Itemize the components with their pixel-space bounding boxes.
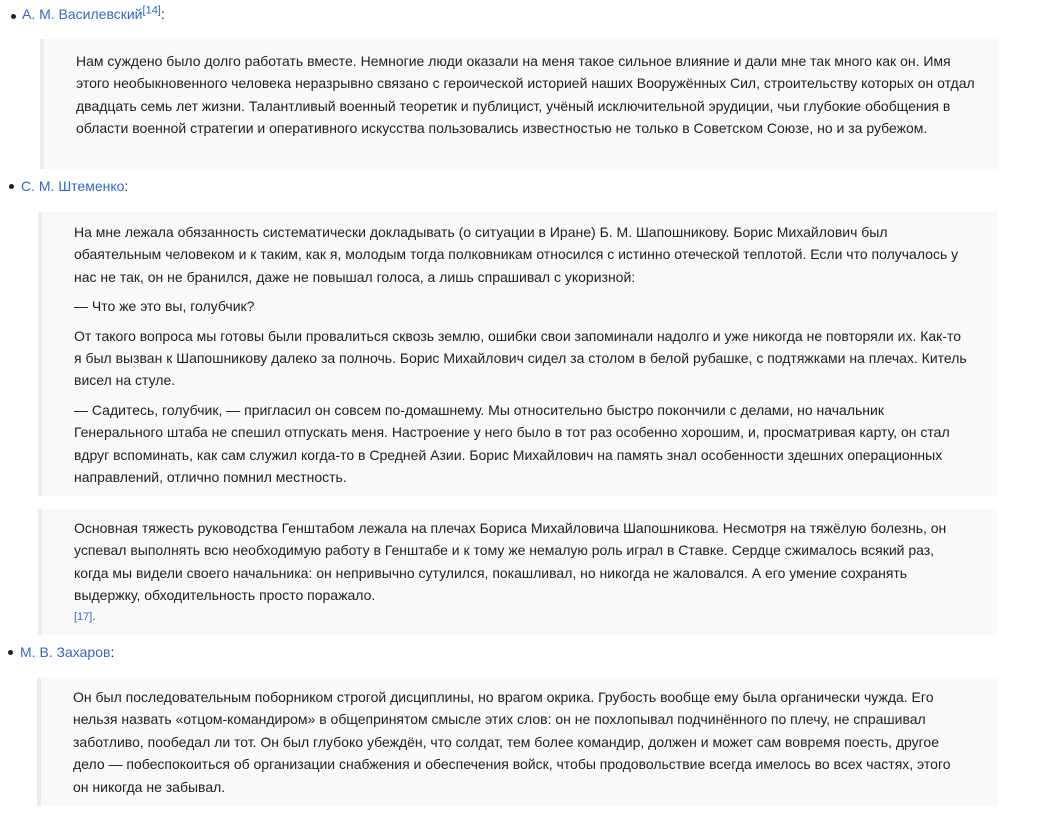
- quote-paragraph: От такого вопроса мы готовы были провалиться сквозь землю, ошибки свои запоминали надолго и уже никогда не повторяли их. Как-то я был вызван к Шапошникову далеко за полночь. Борис Михайлович сидел за столом в белой рубашке, с подтяжками на плечах. Китель висел на стуле.: [74, 327, 967, 389]
- item-heading: [21, 176, 128, 196]
- quote-paragraph: Основная тяжесть руководства Генштабом лежала на плечах Бориса Михайловича Шапошникова. Несмотря на тяжёлую болезнь, он успевал выполнять всю необходимую работу в Генштабе и к тому же немалую роль играл в Ставке. Сердце сжималось всякий раз, когда мы видели своего начальника: он непривычно сутулился, покашливал, но никогда не жаловался. А его умение сохранять выдержку, обходительность просто поражало.: [74, 520, 947, 604]
- quote-block: [37, 678, 997, 806]
- item-heading: [22, 4, 165, 24]
- person-link-vasilevsky[interactable]: А. М. Василевский: [22, 6, 143, 22]
- quote-paragraph: Он был последовательным поборником строгой дисциплины, но врагом окрика. Грубость вообще ему была органически чужда. Его нельзя назвать «отцом-командиром» в общепринятом смысле этих слов: он не похлопывал подчинённого по плечу, не спрашивал заботливо, пообедал ли тот. Он был глубоко убеждён, что солдат, тем более командир, должен и может сам вовремя поесть, другое дело — побеспокоиться об организации снабжения и обеспечения войск, чтобы продовольствие всегда имелось во всех частях, этого он никогда не забывал.: [73, 689, 951, 795]
- colon: :: [110, 644, 115, 660]
- bullet: [11, 14, 16, 19]
- citation-ref-14-link[interactable]: [14]: [142, 4, 161, 17]
- colon: :: [160, 6, 165, 22]
- quote-paragraph: На мне лежала обязанность систематически докладывать (о ситуации в Иране) Б. М. Шапошникову. Борис Михайлович был обаятельным человеком и к таким, как я, молодым тогда полковникам относился с истинно отеческой теплотой. Если что получалось у нас не так, он не бранился, даже не повышал голоса, а лишь спрашивал с укоризной:: [74, 224, 959, 285]
- quote-block: [38, 212, 998, 496]
- person-link-shtemenko[interactable]: С. М. Штеменко: [21, 178, 125, 194]
- bullet: [8, 650, 13, 655]
- quote-paragraph: Нам суждено было долго работать вместе. Немногие люди оказали на меня такое сильное влияние и дали мне так много как он. Имя этого необыкновенного человека неразрывно связано с героической историей наших Вооружённых Сил, строительству которых он отдал двадцать семь лет жизни. Талантливый военный теоретик и публицист, учёный исключительной эрудиции, чьи глубокие обобщения в области военной стратегии и оперативного искусства пользовались известностью не только в Советском Союзе, но и за рубежом.: [76, 53, 975, 137]
- quote-paragraph: — Садитесь, голубчик, — пригласил он совсем по-домашнему. Мы относительно быстро покончили с делами, но начальник Генерального штаба не спешил отпускать меня. Настроение у него было в тот раз особенно хорошим, и, просматривая карту, он стал вдруг вспоминать, как сам служил когда-то в Средней Азии. Борис Михайлович на память знал особенности здешних операционных направлений, отлично помнил местность.: [74, 401, 950, 486]
- item-heading: [20, 642, 114, 662]
- quote-citation: [74, 610, 970, 624]
- person-link-zakharov[interactable]: М. В. Захаров: [20, 644, 111, 660]
- bullet: [9, 184, 14, 189]
- quote-block: [40, 39, 999, 169]
- citation-ref-14[interactable]: [143, 4, 161, 16]
- quote-block: [38, 509, 998, 635]
- citation-ref-17[interactable]: [17]: [74, 610, 93, 623]
- quote-paragraph: — Что же это вы, голубчик?: [74, 298, 255, 315]
- colon: :: [124, 178, 129, 194]
- citation-suffix: .: [92, 610, 96, 623]
